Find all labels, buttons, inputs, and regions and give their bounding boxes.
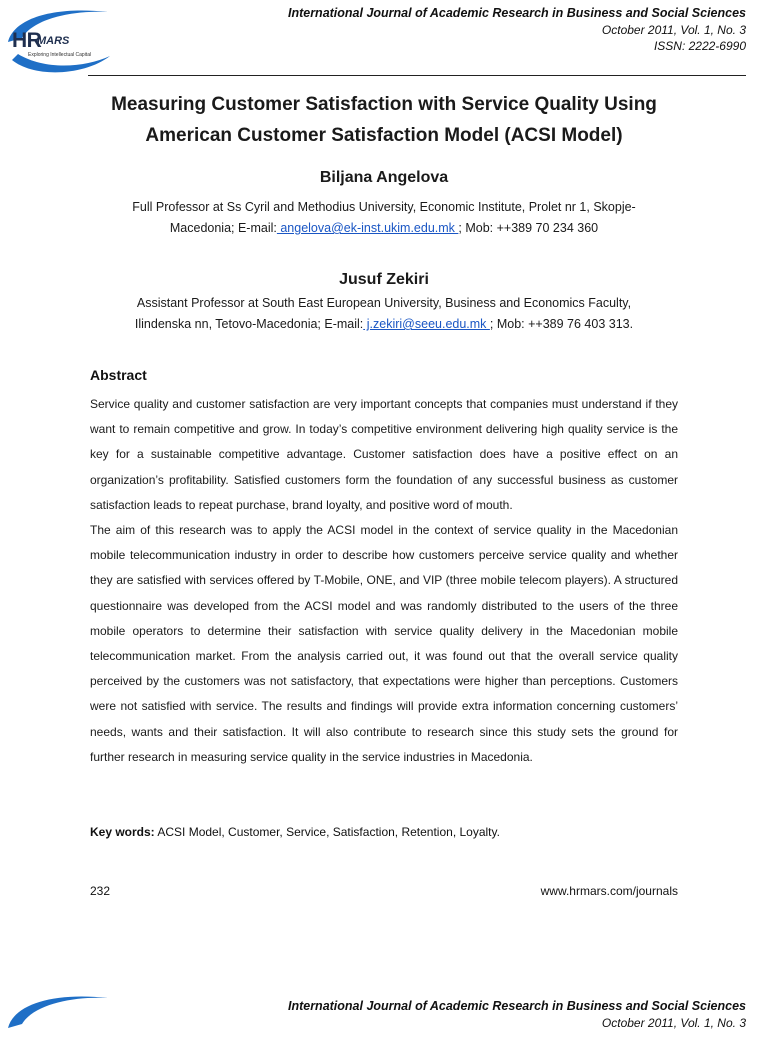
abstract-paragraph-2: The aim of this research was to apply the ACSI model in the context of service quality in the Macedonian mobile telecommunication industry in order to describe how customers perceive service quality and whether they are satisfied with services offered by T-Mobile, ONE, and VIP (three mobile telecom players). A structured questionnaire was developed from the ACSI model and was randomly distributed to the users of the three mobile operators to determine their satisfaction with service quality delivery in the Macedonian mobile telecommunication market. From the analysis carried out, it was found out that the overall service quality perceived by the customers was not satisfactory, that expectations were higher than perceptions. Customers were not satisfied with service. The results and findings will provide extra information concerning customers’ needs, wants and their satisfaction. It will also contribute to research since this study sets the ground for further research in measuring service quality in the service industries in Macedonia. <box>90 523 678 764</box>
email-link[interactable]: angelova@ek-inst.ukim.edu.mk <box>276 221 459 235</box>
title-line-2: American Customer Satisfaction Model (ACSI Model) <box>145 125 623 146</box>
journal-header-next-page <box>288 998 746 1031</box>
page-number: 232 <box>90 884 111 898</box>
abstract-paragraph-1: Service quality and customer satisfaction are very important concepts that companies must understand if they want to remain competitive and grow. In today’s competitive environment delivering high quality service is the key for a sustainable competitive advantage. Customer satisfaction does have a positive effect on an organization’s profitability. Satisfied customers form the foundation of any successful business as customer satisfaction leads to repeat purchase, brand loyalty, and positive word of mouth. <box>90 397 678 512</box>
keywords-label: Key words: <box>90 825 155 839</box>
email-link[interactable]: j.zekiri@seeu.edu.mk <box>363 317 490 331</box>
header-rule <box>88 75 746 76</box>
phone-text: ; Mob: ++389 70 234 360 <box>458 221 599 235</box>
abstract-body <box>90 392 678 770</box>
email-label: Ilindenska nn, Tetovo-Macedonia; E-mail: <box>134 317 364 331</box>
email-label: Macedonia; E-mail: <box>169 221 277 235</box>
hrmars-logo-next-page <box>4 990 116 1064</box>
author-name-1: Biljana Angelova <box>319 169 449 186</box>
affiliation-line: Assistant Professor at South East European University, Business and Economics Faculty, <box>136 296 632 310</box>
keywords-list: ACSI Model, Customer, Service, Satisfaction, Retention, Loyalty. <box>154 825 500 839</box>
journal-issn: ISSN: 2222-6990 <box>653 39 746 53</box>
journal-issue: October 2011, Vol. 1, No. 3 <box>601 1016 746 1030</box>
journal-header <box>288 5 746 54</box>
logo-brand-hr: HR <box>12 29 42 52</box>
footer-url[interactable]: www.hrmars.com/journals <box>540 884 678 898</box>
title-line-1: Measuring Customer Satisfaction with Service Quality Using <box>111 94 657 115</box>
author-name-2: Jusuf Zekiri <box>339 271 429 288</box>
paper-title <box>40 89 728 151</box>
journal-issue: October 2011, Vol. 1, No. 3 <box>601 23 746 37</box>
logo-tagline: Exploring Intellectual Capital <box>28 52 92 58</box>
hrmars-logo <box>4 4 116 78</box>
journal-title: International Journal of Academic Research in Business and Social Sciences <box>287 6 746 20</box>
abstract-heading: Abstract <box>90 367 147 383</box>
logo-swoosh-icon <box>4 990 116 1064</box>
phone-text: ; Mob: ++389 76 403 313. <box>489 317 634 331</box>
affiliation-line: Full Professor at Ss Cyril and Methodius University, Economic Institute, Prolet nr 1, Skopje- <box>132 200 636 214</box>
author-affiliation-2 <box>70 293 698 335</box>
affiliation-contact <box>70 314 698 335</box>
keywords <box>90 825 500 839</box>
logo-brand-mars: MARS <box>37 35 70 47</box>
affiliation-contact <box>70 218 698 239</box>
author-affiliation-1 <box>70 197 698 239</box>
journal-title: International Journal of Academic Research in Business and Social Sciences <box>287 999 746 1013</box>
